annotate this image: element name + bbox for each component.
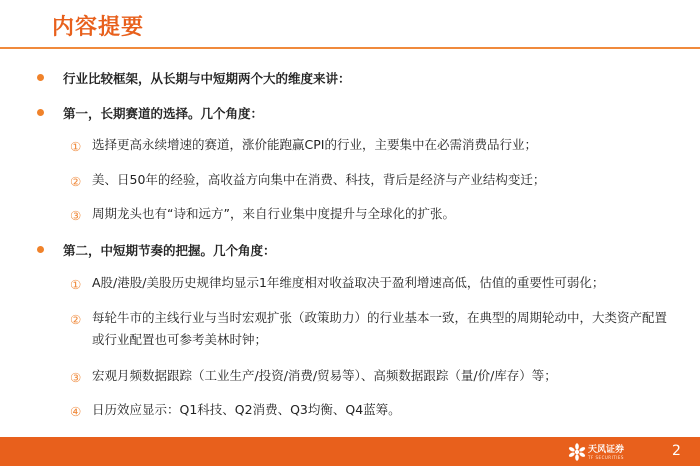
list-item: 周期龙头也有“诗和远方”，来自行业集中度提升与全球化的扩张。 <box>92 206 455 221</box>
logo-subtext: TF SECURITIES <box>588 455 624 460</box>
list-item: 美、日50年的经验，高收益方向集中在消费、科技，背后是经济与产业结构变迁； <box>92 172 546 187</box>
section-heading: 第二，中短期节奏的把握。几个角度： <box>63 243 276 258</box>
list-item: 宏观月频数据跟踪（工业生产/投资/消费/贸易等）、高频数据跟踪（量/价/库存）等； <box>92 368 557 383</box>
item-number: ① <box>70 277 82 292</box>
title-divider <box>0 47 700 49</box>
bullet-icon <box>37 109 44 116</box>
bullet-icon <box>37 246 44 253</box>
logo-text: 天风证券 <box>588 445 625 455</box>
item-number: ① <box>70 139 82 154</box>
page-title: 内容提要 <box>52 15 145 40</box>
list-item: 日历效应显示：Q1科技、Q2消费、Q3均衡、Q4蓝筹。 <box>92 402 401 417</box>
section-heading: 行业比较框架，从长期与中短期两个大的维度来讲： <box>63 71 351 86</box>
item-number: ③ <box>70 370 82 385</box>
list-item: 选择更高永续增速的赛道，涨价能跑赢CPI的行业，主要集中在必需消费品行业； <box>92 137 537 152</box>
item-number: ③ <box>70 208 82 223</box>
item-number: ② <box>70 312 82 327</box>
section-heading: 第一，长期赛道的选择。几个角度： <box>63 106 264 121</box>
item-number: ④ <box>70 404 82 419</box>
list-item: 每轮牛市的主线行业与当时宏观扩张（政策助力）的行业基本一致，在典型的周期轮动中，大类资产配置或行业配置也可参考美林时钟； <box>92 310 668 347</box>
item-number: ② <box>70 174 82 189</box>
page-number: 2 <box>672 443 681 459</box>
list-item: A股/港股/美股历史规律均显示1年维度相对收益取决于盈利增速高低，估值的重要性可弱化； <box>92 275 605 290</box>
bullet-icon <box>37 74 44 81</box>
